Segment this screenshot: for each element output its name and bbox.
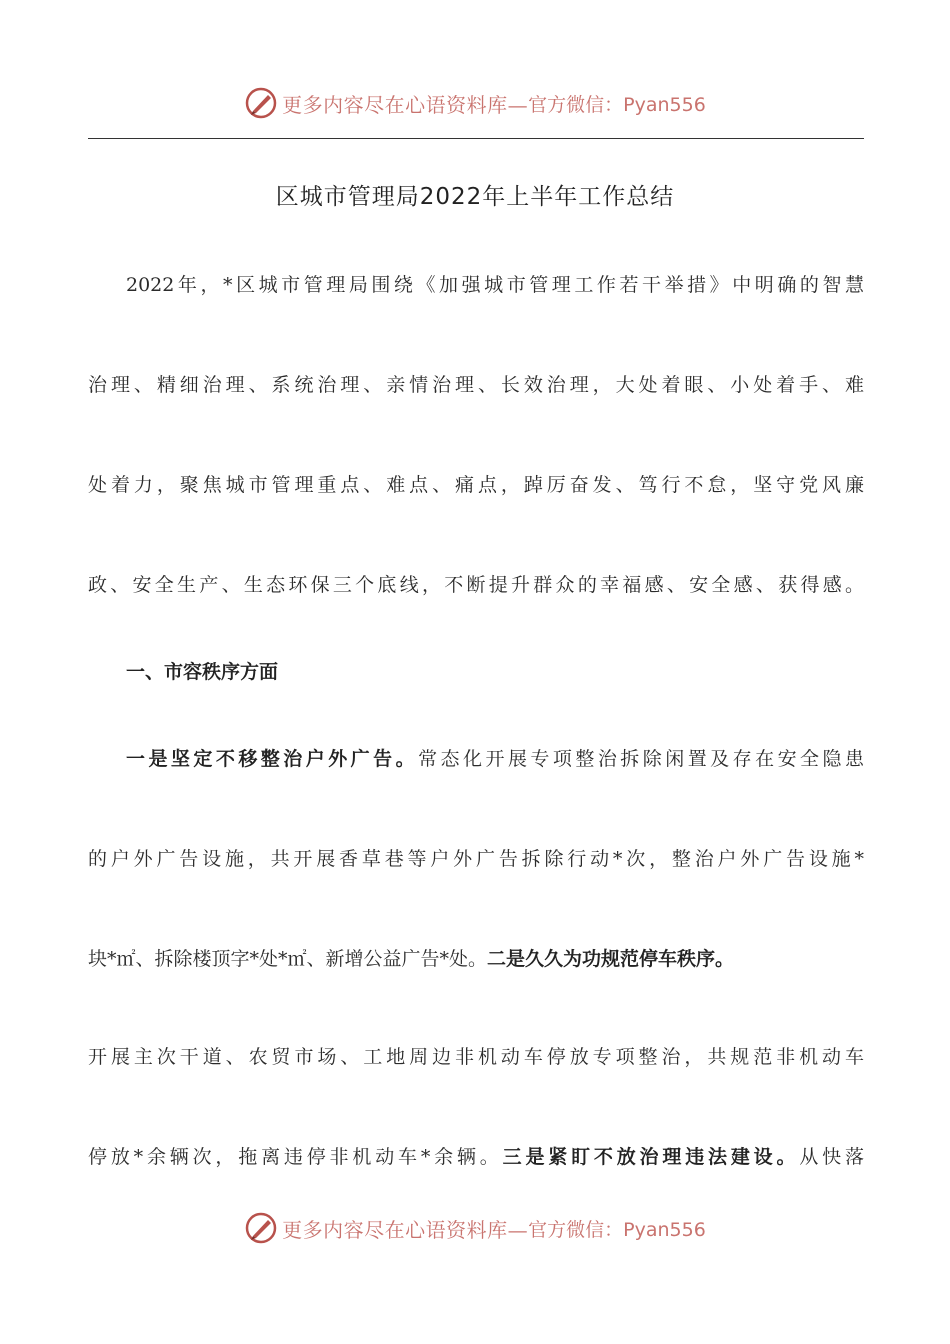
banner-text: 更多内容尽在心语资料库— [282, 92, 529, 117]
bold-phrase: 一是坚定不移整治户外广告。 [126, 748, 419, 770]
footer-banner [0, 1208, 950, 1248]
line-text: 从快落 [799, 1146, 864, 1168]
pen-logo-icon [244, 1211, 278, 1245]
paragraph-line [126, 742, 864, 776]
paragraph-line: 政、安全生产、生态环保三个底线，不断提升群众的幸福感、安全感、获得感。 [88, 574, 864, 596]
pen-logo-icon [244, 86, 278, 120]
bold-phrase: 三是紧盯不放治理违法建设。 [502, 1146, 800, 1168]
banner-wechat: 官方微信：Pyan556 [528, 93, 706, 116]
paragraph-line [88, 1140, 864, 1174]
paragraph-line [88, 942, 864, 976]
paragraph-line: 2022年，*区城市管理局围绕《加强城市管理工作若干举措》中明确的智慧 [126, 274, 864, 296]
paragraph-line: 的户外广告设施，共开展香草巷等户外广告拆除行动*次，整治户外广告设施* [88, 848, 864, 870]
document-title: 区城市管理局2022年上半年工作总结 [275, 184, 675, 210]
line-text: 块*㎡、拆除楼顶字*处*㎡、新增公益广告*处。 [88, 948, 488, 970]
paragraph-line: 治理、精细治理、系统治理、亲情治理、长效治理，大处着眼、小处着手、难 [88, 374, 864, 396]
section-heading: 一、市容秩序方面 [126, 661, 279, 683]
banner-wechat: 官方微信：Pyan556 [528, 1218, 706, 1241]
banner-text: 更多内容尽在心语资料库— [282, 1217, 529, 1242]
bold-phrase: 二是久久为功规范停车秩序。 [487, 948, 735, 970]
header-rule [88, 138, 864, 139]
paragraph-line: 处着力，聚焦城市管理重点、难点、痛点，踔厉奋发、笃行不怠，坚守党风廉 [88, 474, 864, 496]
paragraph-line: 开展主次干道、农贸市场、工地周边非机动车停放专项整治，共规范非机动车 [88, 1046, 864, 1068]
line-text: 常态化开展专项整治拆除闲置及存在安全隐患 [418, 748, 864, 770]
line-text: 停放*余辆次，拖离违停非机动车*余辆。 [88, 1146, 503, 1168]
header-banner [0, 83, 950, 123]
